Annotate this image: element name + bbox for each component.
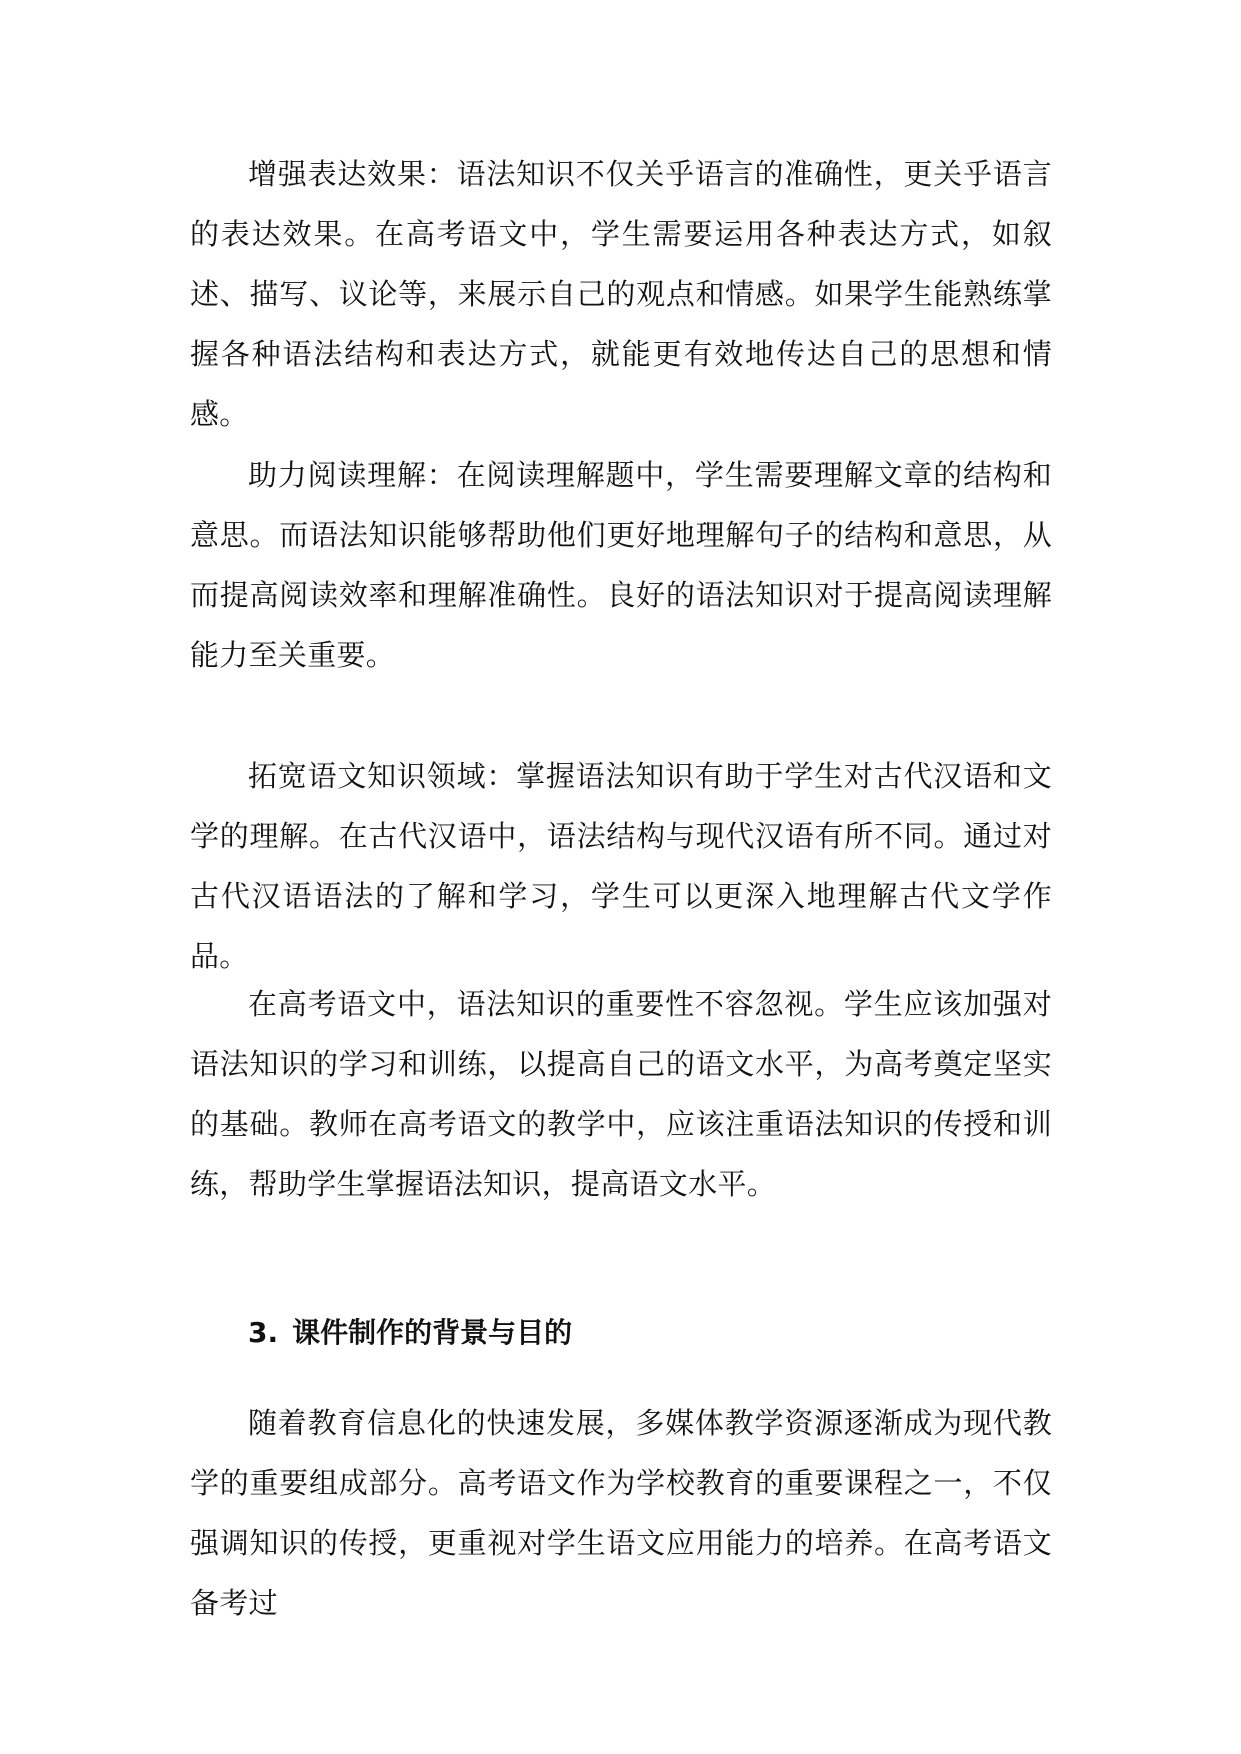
body-paragraph bbox=[190, 1393, 1052, 1633]
paragraph-text: 在高考语文中，语法知识的重要性不容忽视。学生应该加强对语法知识的学习和训练，以提高自己的语文水平，为高考奠定坚实的基础。教师在高考语文的教学中，应该注重语法知识的传授和训练，帮助学生掌握语法知识，提高语文水平。 bbox=[190, 987, 1052, 1201]
body-paragraph bbox=[190, 144, 1052, 444]
paragraph-text: 拓宽语文知识领域：掌握语法知识有助于学生对古代汉语和文学的理解。在古代汉语中，语法结构与现代汉语有所不同。通过对古代汉语语法的了解和学习，学生可以更深入地理解古代文学作品。 bbox=[190, 759, 1052, 973]
body-paragraph bbox=[190, 445, 1052, 685]
paragraph-text: 随着教育信息化的快速发展，多媒体教学资源逐渐成为现代教学的重要组成部分。高考语文作为学校教育的重要课程之一，不仅强调知识的传授，更重视对学生语文应用能力的培养。在高考语文备考过 bbox=[190, 1406, 1052, 1620]
body-paragraph bbox=[190, 746, 1052, 986]
body-paragraph bbox=[190, 974, 1052, 1214]
section-number: 3. bbox=[248, 1316, 279, 1349]
section-title: 课件制作的背景与目的 bbox=[292, 1316, 573, 1349]
paragraph-text: 增强表达效果：语法知识不仅关乎语言的准确性，更关乎语言的表达效果。在高考语文中，学生需要运用各种表达方式，如叙述、描写、议论等，来展示自己的观点和情感。如果学生能熟练掌握各种语法结构和表达方式，就能更有效地传达自己的思想和情感。 bbox=[190, 157, 1052, 431]
paragraph-text: 助力阅读理解：在阅读理解题中，学生需要理解文章的结构和意思。而语法知识能够帮助他们更好地理解句子的结构和意思，从而提高阅读效率和理解准确性。良好的语法知识对于提高阅读理解能力至关重要。 bbox=[190, 458, 1052, 672]
section-heading bbox=[248, 1313, 572, 1353]
